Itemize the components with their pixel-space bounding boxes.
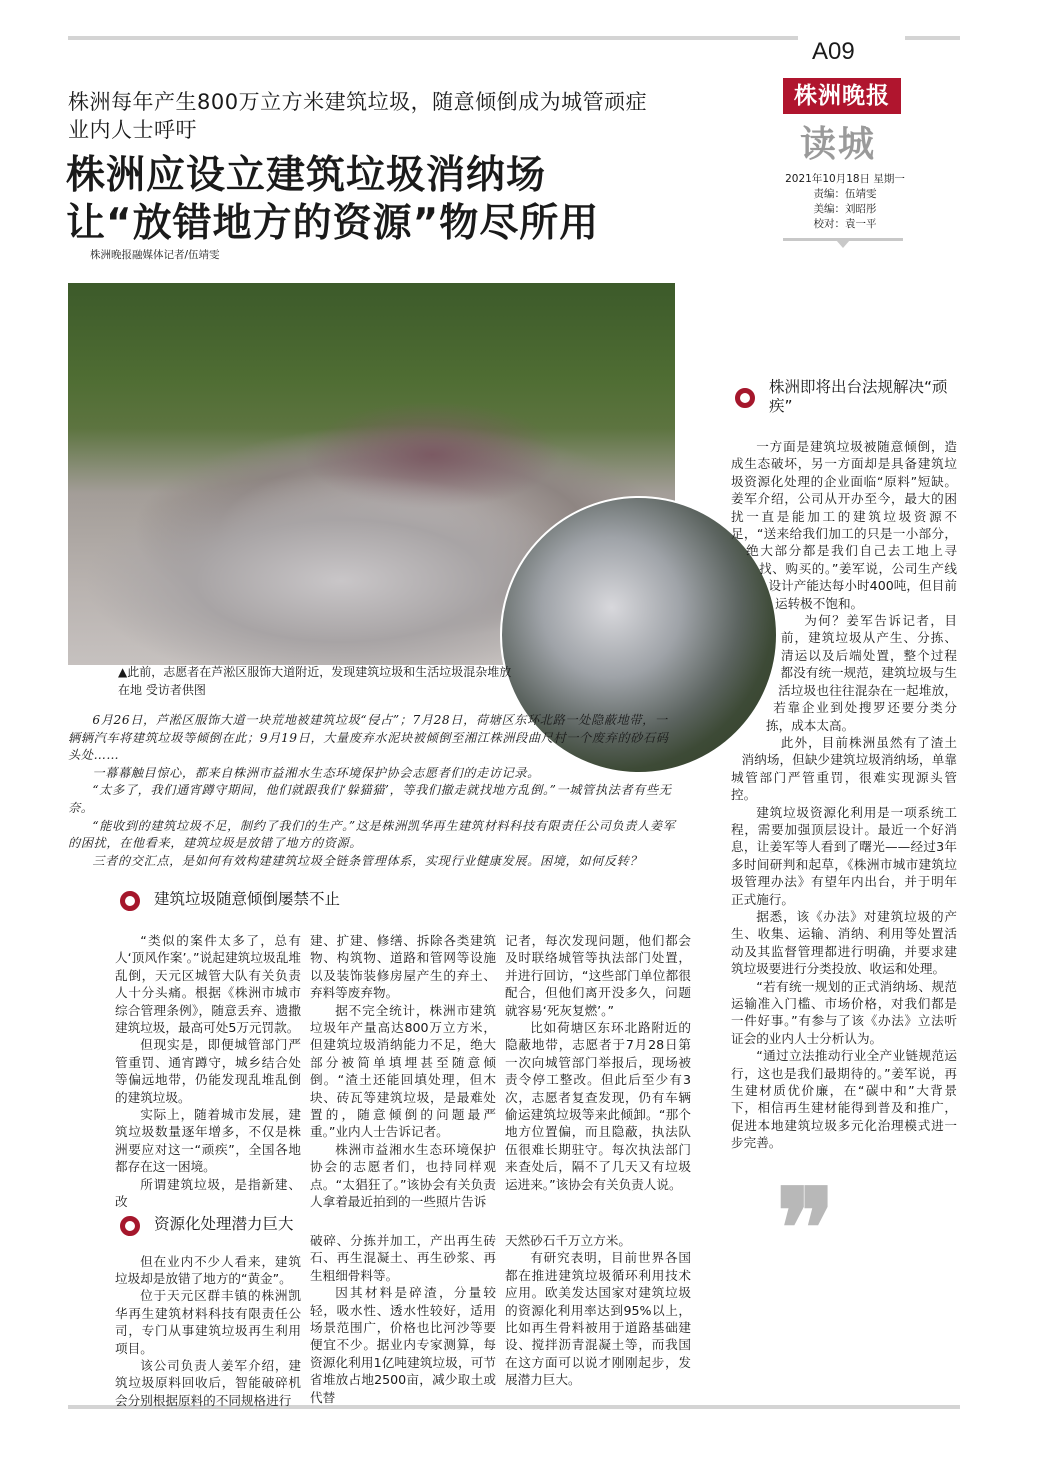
newspaper-logo: 株洲晚报 [783,78,901,114]
section-title: 建筑垃圾随意倾倒屡禁不止 [154,890,341,908]
headline-line: 让“放错地方的资源”物尽所用 [66,201,600,246]
subheadline [68,88,647,144]
ring-bullet-icon [735,388,755,408]
ring-bullet-icon [120,891,140,911]
designer: 美编：刘昭彤 [813,203,877,215]
paragraph: 建筑垃圾资源化利用是一项系统工程，需要加强顶层设计。最近一个好消息，让姜军等人看到了曙光——经过3年多时间研判和起草，《株洲市城市建筑垃圾管理办法》有望年内出台，并于明年正式施行。 [731,804,957,907]
paragraph: 建、扩建、修缮、拆除各类建筑物、构筑物、道路和管网等设施以及装饰装修房屋产生的弃土、弃料等废弃物。 [310,933,496,1001]
right-column [731,378,957,1293]
paragraph: 天然砂石千万立方米。 [505,1233,631,1248]
editor: 责编：伍靖雯 [813,188,877,200]
photo-caption: ▲此前，志愿者在芦淞区服饰大道附近，发现建筑垃圾和生活垃圾混杂堆放在地 受访者供图 [118,665,512,697]
section-heading-1 [120,890,340,911]
lede-paragraph: “能收到的建筑垃圾不足，制约了我们的生产。”这是株洲凯华再生建筑材料科技有限责任公司负责人姜军的困扰，在他看来，建筑垃圾是放错了地方的资源。 [68,818,676,851]
paragraph: 此外，目前株洲虽然有了渣土消纳场，但缺少建筑垃圾消纳场，单靠城管部门严管重罚，很难实现源头管控。 [731,734,957,803]
lede-paragraph: 6月26日，芦淞区服饰大道一块荒地被建筑垃圾“侵占”；7月28日，荷塘区东环北路一处隐蔽地带，一辆辆汽车将建筑垃圾等倾倒在此；9月19日，大量废弃水泥块被倾倒至湘江株洲段曲尺村一个废弃的砂石码头处…… [68,713,669,763]
paragraph: 因其材料是碎渣，分量较轻，吸水性、透水性较好，适用场景范围广，价格也比河沙等要便宜不少。据业内专家测算，每资源化利用1亿吨建筑垃圾，可节省堆放占地2500亩，减少取土或代替 [310,1285,496,1405]
paragraph: 比如荷塘区东环北路附近的隐蔽地带，志愿者于7月28日第一次向城管部门举报后，现场被责令停工整改。但此后至少有3次，志愿者复查发现，仍有车辆偷运建筑垃圾等来此倾卸。“那个地方位置偏，而且隐蔽，执法队伍很难长期驻守。每次执法部门来查处后，隔不了几天又有垃圾运进来。”该协会有关负责人说。 [505,1020,691,1192]
paragraph: 所谓建筑垃圾，是指新建、改 [115,1176,301,1210]
column-3 [505,932,691,1389]
paragraph: “类似的案件太多了，总有人‘顶风作案’。”说起建筑垃圾乱堆乱倒，天元区城管大队有关负责人十分头痛。根据《株洲市城市综合管理条例》，随意丢弃、遗撒建筑垃圾，最高可处5万元罚款。 [115,933,301,1036]
column-1b [115,1253,301,1410]
lede-paragraph: 一幕幕触目惊心，都来自株洲市益湘水生态环境保护协会志愿者们的走访记录。 [92,765,540,780]
quote-mark-icon: ❞ [776,1163,836,1293]
column-2 [310,932,496,1406]
paragraph: 破碎、分拣并加工，产出再生砖石、再生混凝土、再生砂浆、再生粗细骨料等。 [310,1233,496,1283]
paragraph: 实际上，随着城市发展，建筑垃圾数量逐年增多，不仅是株洲要应对这一“顽疾”，全国各地都存在这一困境。 [115,1107,301,1175]
paragraph: 据悉，该《办法》对建筑垃圾的产生、收集、运输、消纳、利用等处置活动及其监督管理都进行明确，并要求建筑垃圾要进行分类投放、收运和处理。 [731,908,957,977]
lede [68,712,678,870]
lede-paragraph: “太多了，我们通宵蹲守期间，他们就跟我们‘躲猫猫’，等我们撤走就找地方乱倒。”一城管执法者有些无奈。 [68,783,672,815]
section-title: 资源化处理潜力巨大 [154,1214,294,1233]
column-1a [115,932,301,1211]
paragraph: 该公司负责人姜军介绍，建筑垃圾原料回收后，智能破碎机会分别根据原料的不同规格进行 [115,1357,301,1408]
ring-bullet-icon [120,1216,140,1236]
byline: 株洲晚报融媒体记者/伍靖雯 [90,249,220,261]
paragraph: 据不完全统计，株洲市建筑垃圾年产量高达800万立方米，但建筑垃圾消纳能力不足，绝大部分被简单填埋甚至随意倾倒。“渣土还能回填处理，但木块、砖瓦等建筑垃圾，是最难处置的，随意倾倒的问题最严重。”业内人士告诉记者。 [310,1002,496,1140]
proofreader: 校对：袁一平 [813,218,877,230]
paragraph: 株洲市益湘水生态环境保护协会的志愿者们，也持同样观点。“太猖狂了。”该协会有关负责人拿着最近拍到的一些照片告诉 [310,1141,496,1210]
caret-down-icon [836,240,850,248]
column-2b [310,1232,496,1406]
section-title: 株洲即将出台法规解决“顽疾” [769,378,948,415]
subhead-line: 株洲每年产生800万立方米建筑垃圾，随意倾倒成为城管顽症 [68,90,648,114]
headline [66,152,599,248]
paragraph: “通过立法推动行业全产业链规范运行，这也是我们最期待的。”姜军说，再生建材质优价廉，在“碳中和”大背景下，相信再生建材能得到普及和推广，促进本地建筑垃圾多元化治理模式进一步完善。 [731,1048,957,1151]
headline-line: 株洲应设立建筑垃圾消纳场 [66,153,547,198]
section-heading-3 [735,378,957,416]
top-rule-right [905,36,960,40]
top-rule [68,36,798,40]
column-2a [310,932,496,1232]
paragraph: 但现实是，即便城管部门严管重罚、通宵蹲守，城乡结合处等偏远地带，仍能发现乱堆乱倒的建筑垃圾。 [115,1037,301,1105]
page-number: A09 [812,38,855,65]
page-meta [770,172,920,232]
paragraph: 一方面是建筑垃圾被随意倾倒，造成生态破坏，另一方面却是具备建筑垃圾资源化处理的企业面临“原料”短缺。姜军介绍，公司从开办至今，最大的困扰一直是能加工的建筑垃圾资源不足，“送来给我们加工的只是一小部分，绝大部分都是我们自己去工地上寻找、购买的。”姜军说，公司生产线设计产能达每小时400吨，但目前运转极不饱和。 [731,439,957,611]
date: 2021年10月18日 星期一 [785,173,905,185]
column-3a [505,932,691,1232]
paragraph: 位于天元区群丰镇的株洲凯华再生建筑材料科技有限责任公司，专门从事建筑垃圾再生利用项目。 [115,1288,301,1356]
column-1 [115,932,301,1409]
paragraph: 但在业内不少人看来，建筑垃圾却是放错了地方的“黄金”。 [115,1253,301,1286]
paragraph: 有研究表明，目前世界各国都在推进建筑垃圾循环利用技术应用。欧美发达国家对建筑垃圾的资源化利用率达到95%以上，比如再生骨料被用于道路基础建设、搅拌沥青混凝土等，而我国在这方面可以说才刚刚起步，发展潜力巨大。 [505,1250,691,1388]
subhead-line: 业内人士呼吁 [68,118,197,142]
column-3b [505,1232,691,1389]
section-name: 读城 [800,123,877,165]
paragraph: 为何？姜军告诉记者，目前，建筑垃圾从产生、分拣、清运以及后端处置，整个过程都没有统一规范，建筑垃圾与生活垃圾也往往混杂在一起堆放，若靠企业到处搜罗还要分类分拣，成本太高。 [766,613,957,733]
paragraph: “若有统一规划的正式消纳场、规范运输准入门槛、市场价格，对我们都是一件好事。”有参与了该《办法》立法听证会的业内人士分析认为。 [731,978,957,1046]
lede-paragraph: 三者的交汇点，是如何有效构建建筑垃圾全链条管理体系，实现行业健康发展。困境，如何反转？ [92,853,643,868]
paragraph: 记者，每次发现问题，他们都会及时联络城管等执法部门处置，并进行回访，“这些部门单位都很配合，但他们离开没多久，问题就容易‘死灰复燃’。” [505,933,691,1018]
